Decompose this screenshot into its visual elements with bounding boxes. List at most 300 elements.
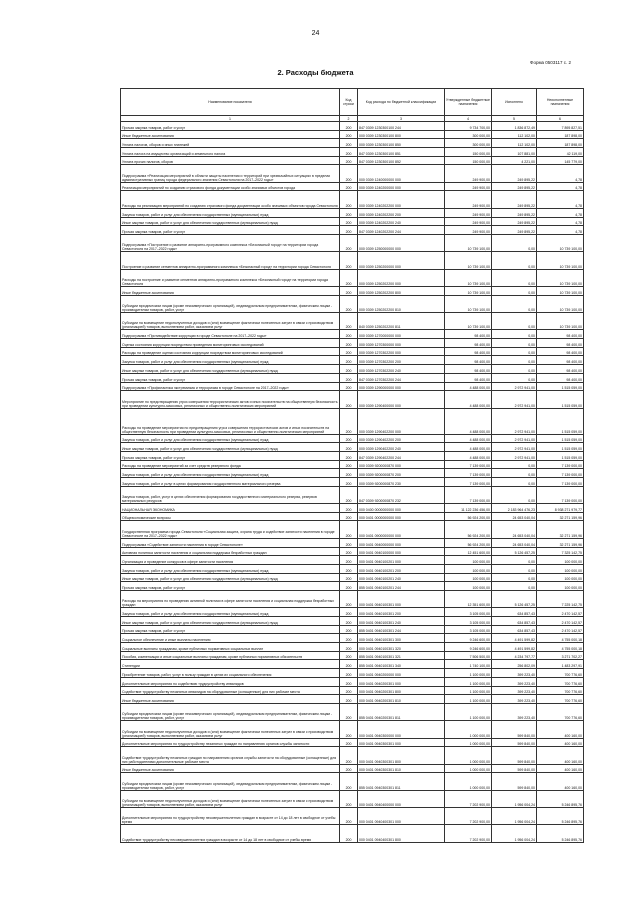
budget-expenses-table	[120, 88, 584, 843]
row-remaining: 5 246 895,76	[537, 808, 584, 825]
row-line-code: 200	[340, 686, 358, 695]
table-row	[121, 738, 584, 747]
row-name: Закупка товаров, работ и услуг для обеспечения государственных (муниципальных) нужд	[121, 434, 340, 443]
row-approved: 249 900,00	[445, 217, 492, 226]
row-name: Закупка товаров, работ и услуг для обеспечения государственных (муниципальных) нужд	[121, 208, 340, 217]
row-expense-code: 855 0401 0940200301 811	[358, 703, 445, 720]
row-name: Дополнительные мероприятия по трудоустройству незанятых граждан по направлению органов службы занятости	[121, 738, 340, 747]
row-approved: 100 000,00	[445, 556, 492, 565]
row-line-code: 200	[340, 217, 358, 226]
row-line-code: 200	[340, 234, 358, 251]
row-expense-code: 847 0309 1230300100 851	[358, 148, 445, 157]
table-row	[121, 703, 584, 720]
row-line-code: 200	[340, 764, 358, 773]
row-line-code: 200	[340, 504, 358, 513]
row-remaining: 700 776,60	[537, 669, 584, 678]
row-expense-code: 000 0401 0940300301 810	[358, 764, 445, 773]
row-approved: 56 924 200,00	[445, 521, 492, 538]
row-remaining: 1 515 059,00	[537, 408, 584, 434]
row-approved: 7 202 900,00	[445, 825, 492, 842]
row-executed: 599 840,00	[492, 738, 537, 747]
table-row	[121, 460, 584, 469]
row-expense-code: 000 0401 0900000000 000	[358, 521, 445, 538]
row-executed: 0,00	[492, 347, 537, 356]
row-executed: 399 223,40	[492, 669, 537, 678]
row-line-code: 200	[340, 451, 358, 460]
row-line-code: 200	[340, 721, 358, 738]
row-remaining: 7 139 000,00	[537, 469, 584, 478]
row-remaining: 4,78	[537, 191, 584, 208]
table-row	[121, 356, 584, 365]
row-name: Пособия, компенсации и иные социальные выплаты гражданам, кроме публичных нормативных обязательств	[121, 651, 340, 660]
row-executed: 599 840,00	[492, 773, 537, 790]
row-executed: 0,00	[492, 356, 537, 365]
table-row	[121, 191, 584, 208]
row-line-code: 200	[340, 773, 358, 790]
row-name: Подпрограмма «Построение и развитие аппаратно-программного комплекса «Безопасный город» на территории города Севастополя на 2017–2022 годы»	[121, 234, 340, 251]
row-name: Иные закупки товаров, работ и услуг для обеспечения государственных (муниципальных) нужд	[121, 217, 340, 226]
row-name: Прочая закупка товаров, работ и услуг	[121, 122, 340, 131]
row-executed: 0,00	[492, 295, 537, 312]
row-approved: 3 105 000,00	[445, 617, 492, 626]
row-line-code: 200	[340, 295, 358, 312]
row-remaining: 10 739 100,00	[537, 269, 584, 286]
row-approved: 300 000,00	[445, 139, 492, 148]
row-remaining: 400 160,00	[537, 721, 584, 738]
row-executed: 0,00	[492, 478, 537, 487]
row-approved: 4 488 000,00	[445, 391, 492, 408]
table-row	[121, 573, 584, 582]
row-expense-code: 000 0309 1250202200 810	[358, 295, 445, 312]
row-executed: 2 972 941,00	[492, 434, 537, 443]
row-executed: 5 126 457,25	[492, 590, 537, 607]
row-name: Реализация мероприятий по созданию страхового фонда документации особо значимых объектов города	[121, 182, 340, 191]
row-remaining: 7 139 000,00	[537, 486, 584, 503]
row-name: Оценка состояния коррупции посредством проведения мониторинговых исследований	[121, 339, 340, 348]
row-approved: 7 202 900,00	[445, 808, 492, 825]
header-approved: Утвержденные бюджетные назначения	[445, 89, 492, 116]
row-remaining: 7 139 000,00	[537, 460, 584, 469]
row-approved: 98 400,00	[445, 356, 492, 365]
row-approved: 4 488 000,00	[445, 443, 492, 452]
row-name: Подпрограмма «Содействие занятости населения в городе Севастополе»	[121, 538, 340, 547]
row-line-code: 200	[340, 738, 358, 747]
row-executed: 4 234 797,77	[492, 651, 537, 660]
row-remaining: 98 400,00	[537, 373, 584, 382]
row-expense-code: 000 0309 1270300000 000	[358, 339, 445, 348]
row-approved: 56 924 200,00	[445, 538, 492, 547]
row-expense-code: 000 0309 1290402200 200	[358, 434, 445, 443]
table-row	[121, 608, 584, 617]
row-executed: 399 223,40	[492, 686, 537, 695]
row-name: Расходы на построение и развитие сегментов аппаратно-программного комплекса «Безопасный город» на территории города Севастополя	[121, 269, 340, 286]
row-expense-code: 000 0309 1290400000 000	[358, 391, 445, 408]
table-row	[121, 547, 584, 556]
section-title: 2. Расходы бюджета	[277, 68, 354, 77]
row-line-code: 200	[340, 564, 358, 573]
row-name: Субсидии на возмещение недополученных доходов и (или) возмещение фактически понесенных затрат в связи с производством (реализацией) товаров, выполнением работ, оказанием услуг	[121, 721, 340, 738]
row-line-code: 200	[340, 408, 358, 434]
row-name: Государственная программа города Севастополя «Социальная защита, охрана труда и содействие занятости населения в городе Севастополе на 2017–2022 годы»	[121, 521, 340, 538]
row-executed: 249 895,22	[492, 208, 537, 217]
table-row	[121, 130, 584, 139]
row-name: Субсидии на возмещение недополученных доходов и (или) возмещение фактически понесенных затрат в связи с производством (реализацией) товаров, выполнением работ, оказанием услуг	[121, 313, 340, 330]
row-executed: 1 956 004,24	[492, 808, 537, 825]
row-remaining: 32 271 159,96	[537, 521, 584, 538]
table-row	[121, 808, 584, 825]
row-remaining: 7 225 142,75	[537, 590, 584, 607]
row-name: Прочая закупка товаров, работ и услуг	[121, 625, 340, 634]
row-approved: 249 900,00	[445, 226, 492, 235]
row-remaining: 400 160,00	[537, 764, 584, 773]
table-row	[121, 408, 584, 434]
row-remaining: 700 776,60	[537, 677, 584, 686]
row-remaining: 400 160,00	[537, 773, 584, 790]
row-approved: 9 734 700,00	[445, 122, 492, 131]
row-line-code: 200	[340, 556, 358, 565]
row-name: Прочая закупка товаров, работ и услуг	[121, 582, 340, 591]
row-remaining: 10 739 100,00	[537, 234, 584, 251]
row-name: Подпрограмма «Профилактика экстремизма и терроризма в городе Севастополе на 2017–2022 годы»	[121, 382, 340, 391]
row-remaining: 32 271 159,96	[537, 538, 584, 547]
row-name: Подпрограмма «Реализация мероприятий в области защиты населения и территорий при чрезвычайных ситуациях в пределах административных границ города федерального значения Севастополя на 2017–2022 годы»	[121, 165, 340, 182]
page-number: 24	[311, 30, 320, 37]
row-remaining: 98 400,00	[537, 330, 584, 339]
row-expense-code: 000 0401 0940100201 200	[358, 564, 445, 573]
row-expense-code: 847 0309 1270302200 244	[358, 373, 445, 382]
table-row	[121, 790, 584, 807]
table-row	[121, 825, 584, 842]
row-executed: 2 972 941,00	[492, 443, 537, 452]
table-row	[121, 669, 584, 678]
row-line-code: 200	[340, 617, 358, 626]
row-name: Расходы на реализацию мероприятий по созданию страхового фонда документации особо значимых объектов города Севастополя	[121, 191, 340, 208]
table-row	[121, 347, 584, 356]
table-row	[121, 148, 584, 157]
row-executed: 1 956 004,24	[492, 825, 537, 842]
row-remaining: 10 739 100,00	[537, 252, 584, 269]
row-line-code: 200	[340, 373, 358, 382]
row-remaining: 3 271 702,27	[537, 651, 584, 660]
row-approved: 1 000 000,00	[445, 764, 492, 773]
table-row	[121, 651, 584, 660]
row-remaining: 1 515 059,00	[537, 451, 584, 460]
row-approved: 98 400,00	[445, 365, 492, 374]
row-remaining: 7 139 000,00	[537, 478, 584, 487]
row-expense-code: 847 0309 9200000870 232	[358, 486, 445, 503]
row-expense-code: 000 0309 9200000870 200	[358, 469, 445, 478]
row-approved: 3 105 000,00	[445, 608, 492, 617]
row-expense-code: 855 0401 0940300301 811	[358, 773, 445, 790]
table-row	[121, 677, 584, 686]
row-name: Мероприятие по предотвращению угроз совершения террористических актов и иных посягательств на общественную безопасность при проведении культурно-массовых, религиозных и общественно-политических мероприятий	[121, 391, 340, 408]
table-row	[121, 217, 584, 226]
row-name: Закупка товаров, работ и услуг для обеспечения государственных (муниципальных) нужд	[121, 469, 340, 478]
row-executed: 4 491 599,82	[492, 634, 537, 643]
row-name: Дополнительные мероприятия по трудоустройству несовершеннолетних граждан в возрасте от 14 до 18 лет в свободное от учебы время	[121, 808, 340, 825]
row-line-code: 200	[340, 347, 358, 356]
table-row	[121, 556, 584, 565]
row-approved: 249 900,00	[445, 191, 492, 208]
row-line-code: 200	[340, 443, 358, 452]
row-expense-code: 855 0401 0940100301 321	[358, 651, 445, 660]
row-executed: 0,00	[492, 486, 537, 503]
table-row	[121, 330, 584, 339]
row-executed: 0,00	[492, 339, 537, 348]
row-approved: 1 100 000,00	[445, 669, 492, 678]
row-expense-code: 000 0401 0940100301 000	[358, 590, 445, 607]
header-remaining: Неисполненные назначения	[537, 89, 584, 116]
table-row	[121, 339, 584, 348]
row-remaining: 4,78	[537, 217, 584, 226]
row-remaining: 98 400,00	[537, 339, 584, 348]
row-executed: 112 102,00	[492, 139, 537, 148]
table-row	[121, 434, 584, 443]
row-expense-code: 000 0401 0940200000 000	[358, 669, 445, 678]
table-row	[121, 564, 584, 573]
row-name: Прочая закупка товаров, работ и услуг	[121, 373, 340, 382]
row-approved: 7 202 900,00	[445, 790, 492, 807]
column-number: 3	[358, 116, 445, 122]
row-expense-code: 000 0309 9200000870 000	[358, 460, 445, 469]
row-expense-code: 000 0309 1290000000 000	[358, 382, 445, 391]
row-expense-code: 000 0401 0940400301 000	[358, 808, 445, 825]
row-expense-code: 000 0401 0940100301 320	[358, 643, 445, 652]
row-line-code: 200	[340, 651, 358, 660]
row-line-code: 200	[340, 643, 358, 652]
row-remaining: 4 755 000,18	[537, 634, 584, 643]
row-line-code: 200	[340, 365, 358, 374]
table-row	[121, 451, 584, 460]
row-remaining: 4 755 000,18	[537, 643, 584, 652]
row-expense-code: 000 0309 1270302200 000	[358, 347, 445, 356]
row-executed: 0,00	[492, 365, 537, 374]
row-remaining: 400 160,00	[537, 738, 584, 747]
row-name: Прочая закупка товаров, работ и услуг	[121, 451, 340, 460]
row-name: Иные бюджетные ассигнования	[121, 130, 340, 139]
row-line-code: 200	[340, 156, 358, 165]
row-executed: 2 972 941,00	[492, 391, 537, 408]
table-row	[121, 773, 584, 790]
row-approved: 10 739 100,00	[445, 295, 492, 312]
row-expense-code: 847 0309 1230300100 244	[358, 122, 445, 131]
row-expense-code: 000 0309 1290402200 000	[358, 408, 445, 434]
row-line-code: 200	[340, 286, 358, 295]
row-executed: 634 857,43	[492, 625, 537, 634]
row-line-code: 200	[340, 382, 358, 391]
row-line-code: 200	[340, 356, 358, 365]
row-approved: 150 000,00	[445, 156, 492, 165]
row-executed: 0,00	[492, 286, 537, 295]
row-executed: 0,00	[492, 469, 537, 478]
row-executed: 24 653 040,04	[492, 538, 537, 547]
row-remaining: 98 400,00	[537, 365, 584, 374]
row-expense-code: 000 0309 1240200000 000	[358, 182, 445, 191]
row-line-code: 200	[340, 339, 358, 348]
row-executed: 2 183 964 476,23	[492, 504, 537, 513]
row-approved: 100 000,00	[445, 564, 492, 573]
row-name: Закупка товаров, работ, услуг в целях обеспечения формирования государственного материального резерва, резервов материальных ресурсов	[121, 486, 340, 503]
row-executed: 256 802,09	[492, 660, 537, 669]
row-approved: 7 139 000,00	[445, 478, 492, 487]
row-name: Уплата налогов, сборов и иных платежей	[121, 139, 340, 148]
row-name: Приобретение товаров, работ, услуг в пользу граждан в целях их социального обеспечения	[121, 669, 340, 678]
row-remaining: 145 779,00	[537, 156, 584, 165]
table-row	[121, 382, 584, 391]
row-line-code: 200	[340, 330, 358, 339]
row-name: Субсидии юридическим лицам (кроме некоммерческих организаций), индивидуальным предпринимателям, физическим лицам - производителям товаров, работ, услуг	[121, 703, 340, 720]
row-expense-code: 000 0401 0940400000 000	[358, 790, 445, 807]
row-line-code: 200	[340, 634, 358, 643]
row-expense-code: 000 0309 1270302200 240	[358, 365, 445, 374]
row-line-code: 200	[340, 660, 358, 669]
table-row	[121, 208, 584, 217]
row-remaining: 100 000,00	[537, 556, 584, 565]
row-name: Закупка товаров, работ и услуг для обеспечения государственных (муниципальных) нужд	[121, 608, 340, 617]
row-name: НАЦИОНАЛЬНАЯ ЭКОНОМИКА	[121, 504, 340, 513]
row-name: Подпрограмма «Противодействие коррупции в городе Севастополе на 2017–2022 годы»	[121, 330, 340, 339]
row-remaining: 700 776,60	[537, 695, 584, 704]
row-executed: 0,00	[492, 573, 537, 582]
row-expense-code: 000 0309 9200000870 230	[358, 478, 445, 487]
row-remaining: 2 470 142,57	[537, 617, 584, 626]
row-line-code: 200	[340, 434, 358, 443]
row-name: Иные закупки товаров, работ и услуг для обеспечения государственных (муниципальных) нужд	[121, 573, 340, 582]
row-line-code: 200	[340, 165, 358, 182]
row-name: Иные закупки товаров, работ и услуг для обеспечения государственных (муниципальных) нужд	[121, 443, 340, 452]
row-approved: 1 100 000,00	[445, 686, 492, 695]
row-approved: 7 506 500,00	[445, 651, 492, 660]
row-line-code: 200	[340, 669, 358, 678]
row-executed: 0,00	[492, 313, 537, 330]
row-executed: 24 653 040,04	[492, 521, 537, 538]
row-remaining: 7 895 827,51	[537, 122, 584, 131]
column-number: 2	[340, 116, 358, 122]
row-expense-code: 000 0309 1270302200 200	[358, 356, 445, 365]
row-expense-code: 000 0309 1270000000 000	[358, 330, 445, 339]
row-name: Социальное обеспечение и иные выплаты населению	[121, 634, 340, 643]
row-remaining: 187 898,00	[537, 139, 584, 148]
row-approved: 10 739 100,00	[445, 313, 492, 330]
table-row	[121, 590, 584, 607]
row-expense-code: 000 0401 0940100000 000	[358, 547, 445, 556]
row-name: Закупка товаров, работ и услуг для обеспечения государственных (муниципальных) нужд	[121, 564, 340, 573]
row-executed: 249 895,22	[492, 191, 537, 208]
row-name: Стипендии	[121, 660, 340, 669]
row-name: Субсидии на возмещение недополученных доходов и (или) возмещение фактически понесенных затрат в связи с производством (реализацией) товаров, выполнением работ, оказанием услуг	[121, 790, 340, 807]
row-executed: 599 840,00	[492, 721, 537, 738]
table-row	[121, 625, 584, 634]
row-name: Расходы на проведение мероприятий за счет средств резервного фонда	[121, 460, 340, 469]
row-executed: 1 836 872,49	[492, 122, 537, 131]
table-row	[121, 617, 584, 626]
row-remaining: 32 271 159,96	[537, 512, 584, 521]
row-expense-code: 000 0401 0940100201 000	[358, 556, 445, 565]
row-line-code: 200	[340, 139, 358, 148]
row-approved: 10 739 100,00	[445, 286, 492, 295]
column-number: 6	[537, 116, 584, 122]
row-approved: 12 451 600,00	[445, 547, 492, 556]
table-row	[121, 469, 584, 478]
row-approved: 7 139 000,00	[445, 486, 492, 503]
row-line-code: 200	[340, 747, 358, 764]
row-approved: 1 000 000,00	[445, 773, 492, 790]
row-expense-code: 000 0401 0940200301 810	[358, 695, 445, 704]
table-row	[121, 156, 584, 165]
row-remaining: 2 470 142,57	[537, 625, 584, 634]
row-executed: 2 972 941,00	[492, 451, 537, 460]
row-name: Содействие трудоустройству незанятых инвалидов на оборудованные (оснащенные) для них рабочие места	[121, 686, 340, 695]
row-line-code: 200	[340, 182, 358, 191]
row-executed: 2 972 941,00	[492, 382, 537, 391]
row-name: Иные бюджетные ассигнования	[121, 764, 340, 773]
row-expense-code: 847 0309 1230300100 852	[358, 156, 445, 165]
table-row	[121, 139, 584, 148]
row-expense-code: 000 0309 1240000000 000	[358, 165, 445, 182]
table-row	[121, 521, 584, 538]
row-executed: 0,00	[492, 460, 537, 469]
row-line-code: 200	[340, 469, 358, 478]
row-executed: 399 223,40	[492, 703, 537, 720]
table-row	[121, 122, 584, 131]
row-name: Иные закупки товаров, работ и услуг для обеспечения государственных (муниципальных) нужд	[121, 617, 340, 626]
row-name: Общеэкономические вопросы	[121, 512, 340, 521]
table-row	[121, 582, 584, 591]
row-name: Построение и развитие сегментов аппаратно-программного комплекса «Безопасный город» на территории города Севастополя	[121, 252, 340, 269]
row-remaining: 10 739 100,00	[537, 313, 584, 330]
row-remaining: 8 938 271 979,77	[537, 504, 584, 513]
row-line-code: 200	[340, 590, 358, 607]
row-approved: 9 246 600,00	[445, 634, 492, 643]
row-approved: 98 400,00	[445, 347, 492, 356]
row-executed: 599 840,00	[492, 747, 537, 764]
row-name: Содействие трудоустройству несовершеннолетних граждан в возрасте от 14 до 18 лет в свободное от учебы время	[121, 825, 340, 842]
row-remaining: 4,78	[537, 182, 584, 191]
row-expense-code: 000 0309 1250000000 000	[358, 234, 445, 251]
table-row	[121, 234, 584, 251]
row-remaining: 700 776,60	[537, 686, 584, 695]
row-line-code: 200	[340, 573, 358, 582]
row-executed: 634 857,43	[492, 608, 537, 617]
row-remaining: 1 515 059,00	[537, 434, 584, 443]
row-executed: 2 972 941,00	[492, 408, 537, 434]
row-executed: 249 895,22	[492, 217, 537, 226]
row-approved: 9 246 600,00	[445, 643, 492, 652]
row-remaining: 2 470 142,57	[537, 608, 584, 617]
row-approved: 7 139 000,00	[445, 469, 492, 478]
row-approved: 3 105 000,00	[445, 625, 492, 634]
row-executed: 0,00	[492, 373, 537, 382]
row-line-code: 200	[340, 269, 358, 286]
row-line-code: 200	[340, 460, 358, 469]
row-expense-code: 000 0309 1250202200 800	[358, 286, 445, 295]
row-executed: 0,00	[492, 556, 537, 565]
row-remaining: 700 776,60	[537, 703, 584, 720]
row-remaining: 5 246 895,76	[537, 790, 584, 807]
row-executed: 634 857,43	[492, 617, 537, 626]
row-remaining: 1 483 297,91	[537, 660, 584, 669]
row-name: Уплата прочих налогов, сборов	[121, 156, 340, 165]
table-row	[121, 443, 584, 452]
row-expense-code: 000 0309 1240202200 240	[358, 217, 445, 226]
table-row	[121, 286, 584, 295]
table-row	[121, 764, 584, 773]
table-row	[121, 486, 584, 503]
row-line-code: 200	[340, 122, 358, 131]
row-line-code: 200	[340, 391, 358, 408]
table-row	[121, 512, 584, 521]
header-row	[121, 89, 584, 116]
